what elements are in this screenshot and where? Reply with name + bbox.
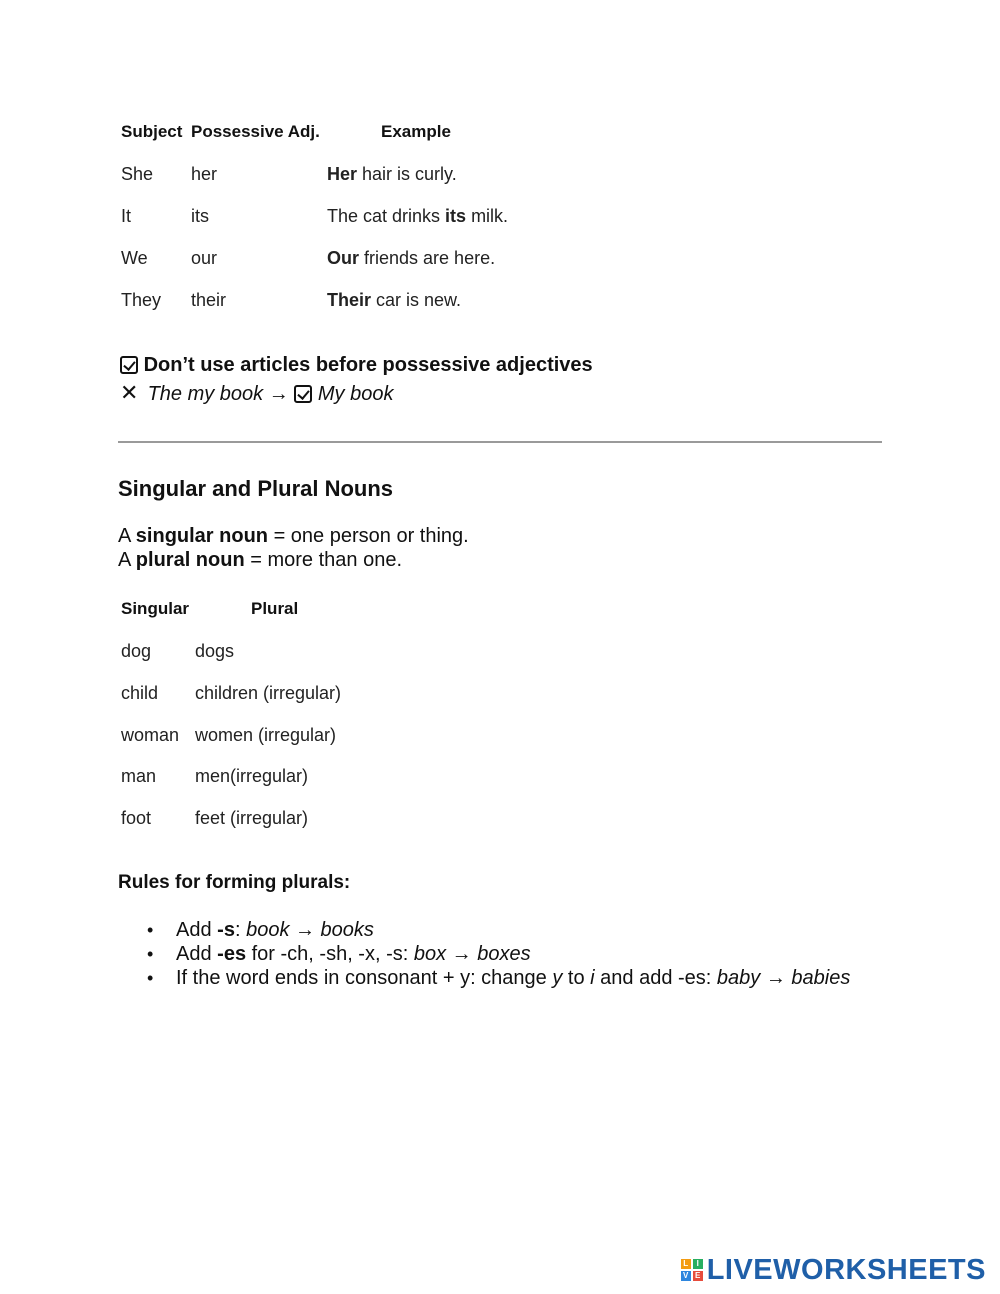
table-cell-singular: foot xyxy=(121,808,152,828)
note-example xyxy=(120,380,393,406)
table-cell-singular: woman xyxy=(121,725,180,745)
table-cell-plural: dogs xyxy=(195,641,235,661)
wrong-example: The my book xyxy=(147,383,264,405)
table-cell-adj: their xyxy=(191,290,227,310)
table-cell-singular: dog xyxy=(121,641,152,661)
table-cell-example: Their car is new. xyxy=(327,290,462,310)
table-cell-example: Her hair is curly. xyxy=(327,164,457,184)
checkbox-icon xyxy=(120,356,138,374)
table-cell-singular: man xyxy=(121,766,157,786)
table-cell-subject: She xyxy=(121,164,154,184)
list-item: • Add -es for -ch, -sh, -x, -s: box → boxes xyxy=(147,943,531,965)
liveworksheets-logo[interactable] xyxy=(681,1252,986,1288)
logo-text: LIVEWORKSHEETS xyxy=(706,1253,986,1286)
col-header-plural: Plural xyxy=(251,599,299,618)
list-item: • If the word ends in consonant + y: change y to i and add -es: baby → babies xyxy=(147,967,851,989)
table-cell-singular: child xyxy=(121,683,159,703)
checkbox-icon xyxy=(294,385,312,403)
arrow-text: → xyxy=(268,383,289,405)
table-cell-example: The cat drinks its milk. xyxy=(327,206,509,226)
rules-list xyxy=(118,918,858,990)
rules-title: Rules for forming plurals: xyxy=(118,872,351,893)
table-cell-plural: feet (irregular) xyxy=(195,808,309,828)
table-cell-adj: her xyxy=(191,164,218,184)
note-title: Don’t use articles before possessive adjectives xyxy=(143,354,593,376)
table-cell-subject: We xyxy=(121,248,148,268)
section-title: Singular and Plural Nouns xyxy=(118,476,394,501)
divider xyxy=(118,441,882,443)
definition-singular: A singular noun = one person or thing. xyxy=(118,525,469,547)
rule-note xyxy=(120,354,593,377)
table-cell-adj: its xyxy=(191,206,209,226)
col-header-singular: Singular xyxy=(121,599,190,618)
table-cell-subject: It xyxy=(121,206,132,226)
list-item: • Add -s: book → books xyxy=(147,919,374,941)
definition-plural: A plural noun = more than one. xyxy=(118,549,403,571)
logo-mark-icon: L I V E xyxy=(681,1259,703,1281)
table-cell-subject: They xyxy=(121,290,162,310)
right-example: My book xyxy=(317,383,394,405)
table-cell-plural: children (irregular) xyxy=(195,683,342,703)
table-cell-plural: men(irregular) xyxy=(195,766,309,786)
col-header-possessive: Possessive Adj. xyxy=(191,122,320,141)
cross-icon: ✕ xyxy=(120,380,139,405)
col-header-subject: Subject xyxy=(121,122,183,141)
table-cell-example: Our friends are here. xyxy=(327,248,496,268)
table-cell-plural: women (irregular) xyxy=(195,725,337,745)
col-header-example: Example xyxy=(381,122,451,141)
table-cell-adj: our xyxy=(191,248,218,268)
